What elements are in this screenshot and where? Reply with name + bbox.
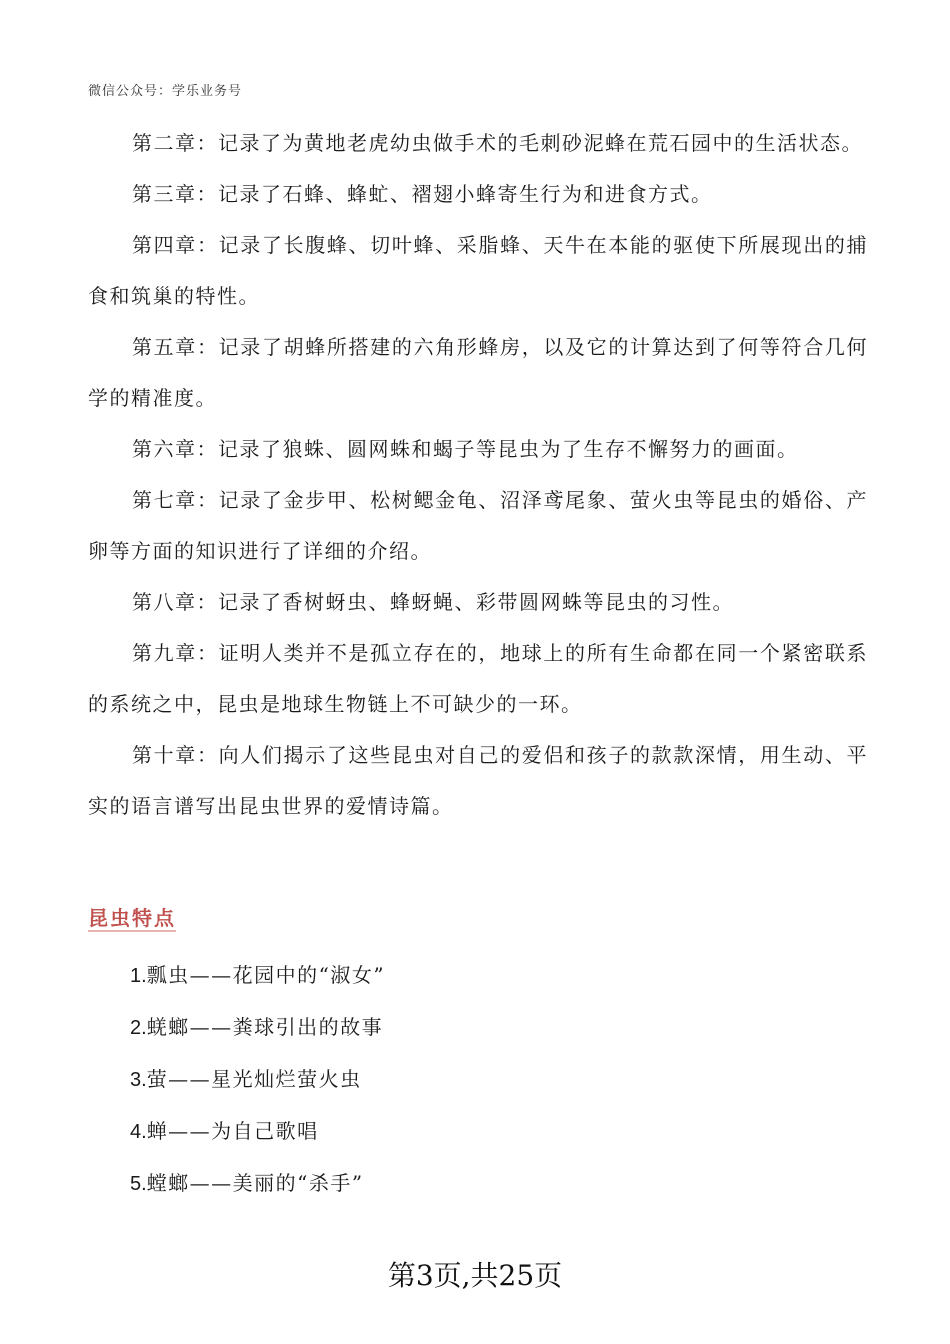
list-item-number: 3. — [130, 1069, 147, 1091]
list-item-text: 蜣螂——粪球引出的故事 — [146, 1015, 384, 1039]
header-note: 微信公众号：学乐业务号 — [88, 84, 243, 99]
list-item-number: 1. — [130, 965, 147, 987]
list-item — [130, 1158, 385, 1210]
page-number: 第3页,共25页 — [387, 1259, 563, 1292]
chapter-2-paragraph: 第二章：记录了为黄地老虎幼虫做手术的毛刺砂泥蜂在荒石园中的生活状态。 — [132, 131, 863, 155]
list-item — [130, 1106, 385, 1158]
chapter-summaries — [88, 118, 868, 832]
chapter-9-paragraph: 第九章：证明人类并不是孤立存在的，地球上的所有生命都在同一个紧密联系的系统之中，昆虫是地球生物链上不可缺少的一环。 — [88, 641, 868, 716]
list-item-text: 瓢虫——花园中的“淑女” — [146, 963, 386, 987]
chapter-4-paragraph: 第四章：记录了长腹蜂、切叶蜂、采脂蜂、天牛在本能的驱使下所展现出的捕食和筑巢的特性。 — [88, 233, 868, 308]
list-item-text: 螳螂——美丽的“杀手” — [146, 1171, 364, 1195]
list-item-text: 萤——星光灿烂萤火虫 — [146, 1067, 362, 1091]
insect-list — [130, 950, 385, 1210]
chapter-5-paragraph: 第五章：记录了胡蜂所搭建的六角形蜂房，以及它的计算达到了何等符合几何学的精准度。 — [88, 335, 868, 410]
list-item-text: 蝉——为自己歌唱 — [146, 1119, 319, 1143]
chapter-10-paragraph: 第十章：向人们揭示了这些昆虫对自己的爱侣和孩子的款款深情，用生动、平实的语言谱写出昆虫世界的爱情诗篇。 — [88, 743, 868, 818]
chapter-6-paragraph: 第六章：记录了狼蛛、圆网蛛和蝎子等昆虫为了生存不懈努力的画面。 — [132, 437, 799, 461]
list-item-number: 5. — [130, 1173, 147, 1195]
chapter-3-paragraph: 第三章：记录了石蜂、蜂虻、褶翅小蜂寄生行为和进食方式。 — [132, 182, 713, 206]
list-item-number: 2. — [130, 1017, 147, 1039]
section-title: 昆虫特点 — [88, 906, 176, 930]
list-item-number: 4. — [130, 1121, 147, 1143]
list-item — [130, 1054, 385, 1106]
list-item — [130, 950, 385, 1002]
chapter-8-paragraph: 第八章：记录了香树蚜虫、蜂蚜蝇、彩带圆网蛛等昆虫的习性。 — [132, 590, 734, 614]
chapter-7-paragraph: 第七章：记录了金步甲、松树鳃金龟、沼泽鸢尾象、萤火虫等昆虫的婚俗、产卵等方面的知识进行了详细的介绍。 — [88, 488, 868, 563]
list-item — [130, 1002, 385, 1054]
